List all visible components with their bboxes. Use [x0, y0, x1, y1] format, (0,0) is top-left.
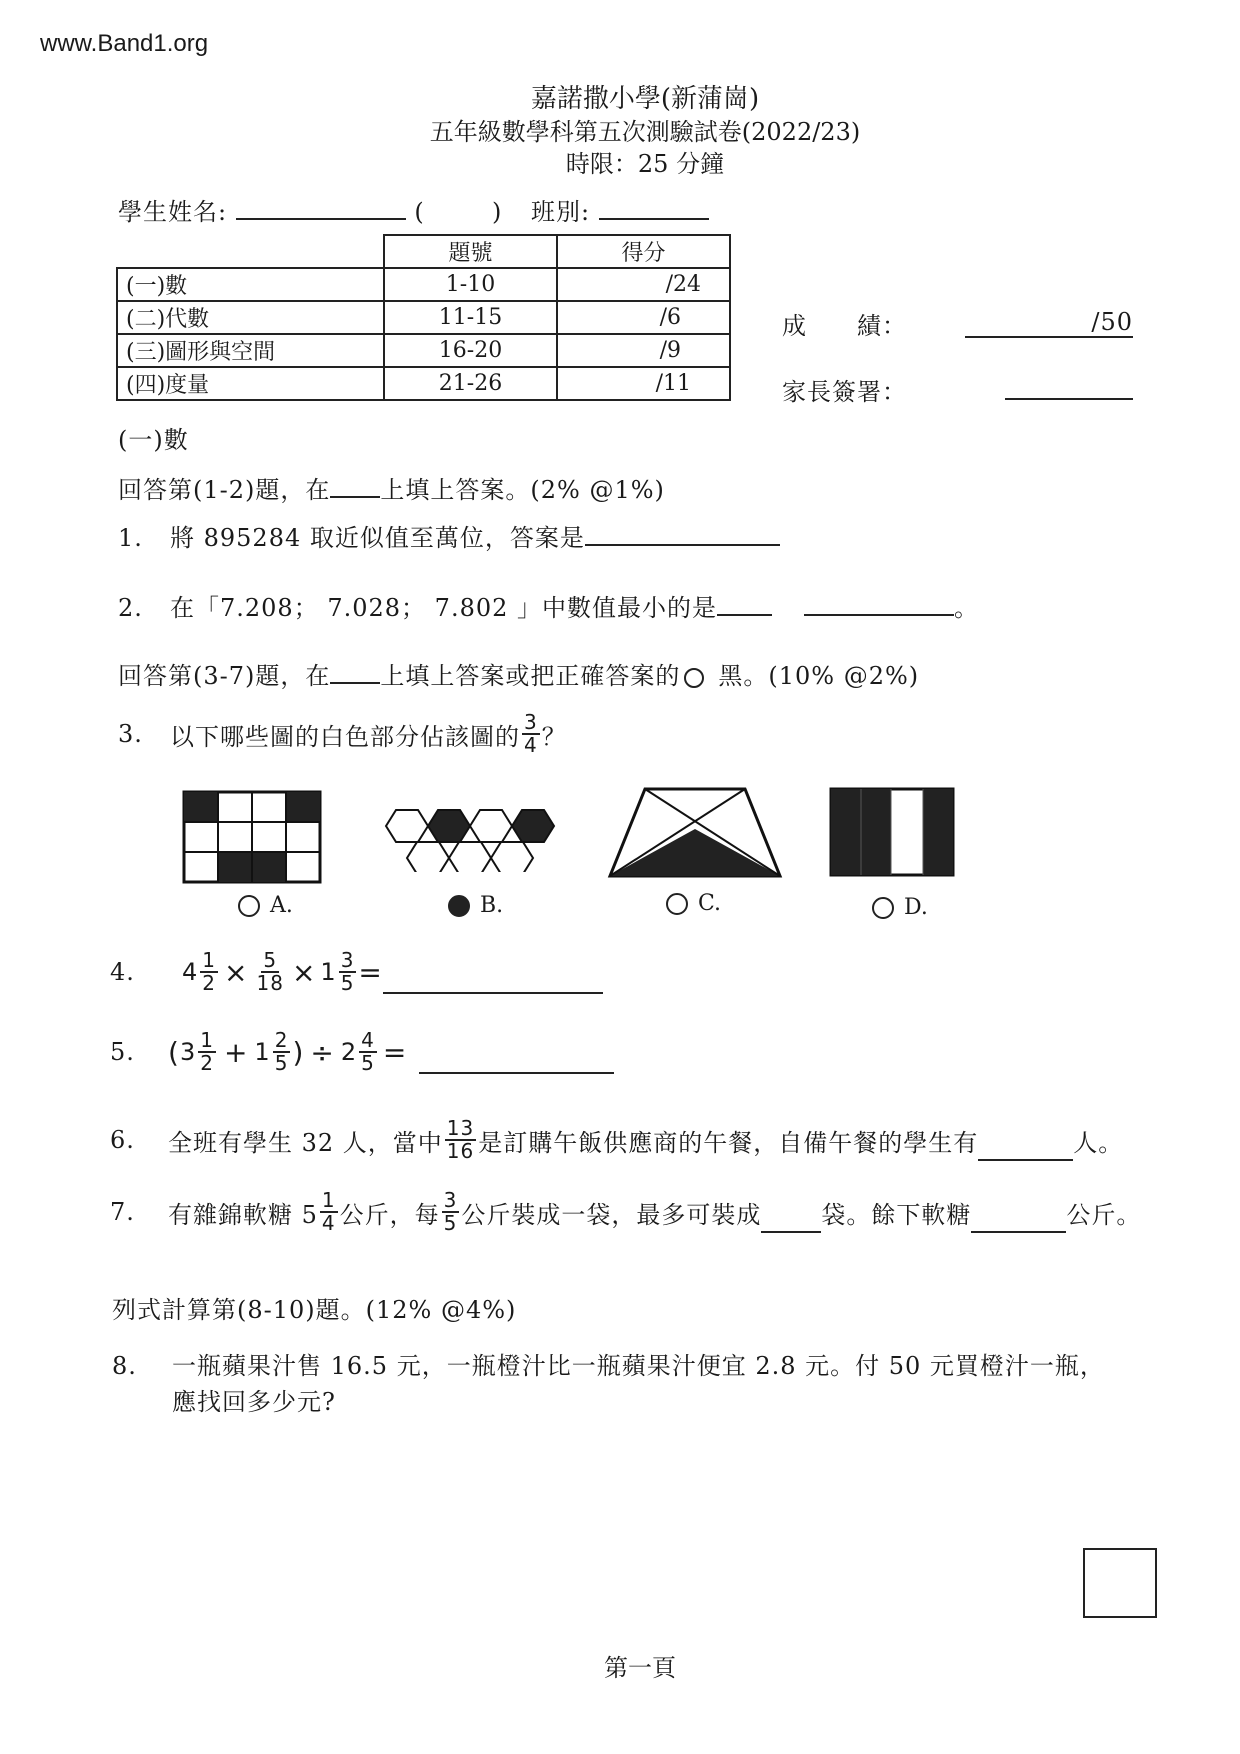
grade-total[interactable]: /50 [965, 308, 1133, 338]
question-number: 1. [118, 524, 143, 552]
parent-signature-field[interactable] [1005, 398, 1133, 400]
question-8 [112, 1346, 1105, 1381]
fraction: $\frac{4}{5}$ [361, 1028, 375, 1075]
question-4: 4. 4 $\frac{1}{2}$ × $\frac{5}{18}$ × 1 $\frac{3}{5}$ = [110, 950, 603, 994]
score-cell: /24 [557, 268, 730, 301]
question-range-cell: 16-20 [384, 334, 557, 367]
table-row [117, 367, 730, 400]
option-d[interactable]: D. [872, 895, 928, 920]
instruction-3: 列式計算第(8-10)題。(12% @4%) [112, 1296, 517, 1324]
question-text: 全班有學生 32 人，當中 [168, 1128, 443, 1157]
option-a[interactable]: A. [238, 893, 293, 918]
figure-a [180, 788, 330, 888]
table-row [117, 301, 730, 334]
answer-field-q7b[interactable] [971, 1207, 1066, 1233]
question-range-cell: 11-15 [384, 301, 557, 334]
question-number: 6. [110, 1126, 135, 1154]
figure-b [380, 800, 580, 872]
question-3 [118, 712, 567, 756]
parent-signature-label: 家長簽署： [782, 378, 907, 406]
score-table [116, 234, 731, 401]
circle-icon [684, 668, 704, 688]
question-text: 有雜錦軟糖 5 [168, 1200, 318, 1229]
question-1 [118, 518, 780, 553]
student-info-line [118, 192, 709, 227]
question-7 [110, 1190, 1141, 1234]
score-cell: /11 [557, 367, 730, 400]
instruction-text: 上填上答案。(2% @1%) [380, 476, 665, 504]
paren-close: ) [492, 198, 503, 226]
question-range-cell: 1-10 [384, 268, 557, 301]
answer-field-q5[interactable] [419, 1048, 614, 1074]
question-6 [110, 1118, 1123, 1162]
question-8-line2: 應找回多少元? [172, 1388, 336, 1416]
header-question-no: 題號 [384, 235, 557, 268]
fraction: $\frac{5}{18}$ [256, 948, 284, 995]
grade-label: 成 績： [782, 312, 907, 340]
student-name-field[interactable] [236, 194, 406, 220]
student-name-label: 學生姓名: [118, 198, 228, 226]
instruction-text: 上填上答案或把正確答案的 [380, 662, 681, 690]
answer-field-q7a[interactable] [761, 1207, 821, 1233]
class-field[interactable] [599, 194, 709, 220]
instruction-text: 回答第(1-2)題，在 [118, 476, 331, 504]
radio-filled-icon[interactable] [448, 895, 470, 917]
fraction: $\frac{13}{16}$ [446, 1116, 475, 1163]
figure-c [605, 784, 785, 884]
score-cell: /9 [557, 334, 730, 367]
blank-sample [330, 472, 380, 498]
class-label: 班別: [531, 198, 591, 226]
radio-icon[interactable] [872, 897, 894, 919]
question-number: 4. [110, 958, 135, 986]
option-c[interactable]: C. [666, 891, 721, 916]
question-text: 將 895284 取近似值至萬位，答案是 [170, 524, 585, 552]
question-number: 5. [110, 1038, 135, 1066]
fraction: $\frac{2}{5}$ [274, 1028, 289, 1075]
table-row [117, 268, 730, 301]
school-name: 嘉諾撒小學(新蒲崗) [530, 84, 760, 114]
section-title: (一)數 [118, 426, 189, 454]
option-b[interactable]: B. [448, 893, 503, 918]
section-cell: (一)數 [117, 268, 384, 301]
section-cell: (四)度量 [117, 367, 384, 400]
question-number: 7. [110, 1198, 135, 1226]
question-text: 在「7.208； 7.028； 7.802 」中數值最小的是 [170, 594, 718, 622]
radio-icon[interactable] [666, 893, 688, 915]
marks-box[interactable] [1083, 1548, 1157, 1618]
radio-icon[interactable] [238, 895, 260, 917]
question-text: 是訂購午飯供應商的午餐，自備午餐的學生有 [478, 1128, 979, 1157]
answer-field-q1[interactable] [585, 520, 780, 546]
question-text: 人。 [1073, 1128, 1124, 1157]
instruction-text: 回答第(3-7)題，在 [118, 662, 331, 690]
question-text: 袋。餘下軟糖 [821, 1200, 972, 1229]
question-2 [118, 588, 979, 623]
table-row [117, 334, 730, 367]
question-end: 。 [954, 594, 980, 622]
instruction-text: 黑。(10% @2%) [718, 662, 920, 690]
question-text: 一瓶蘋果汁售 16.5 元，一瓶橙汁比一瓶蘋果汁便宜 2.8 元。付 50 元買橙汁一瓶， [172, 1352, 1105, 1380]
answer-field-q2a[interactable] [717, 590, 772, 616]
answer-field-q4[interactable] [383, 968, 603, 994]
question-text: 公斤。 [1066, 1200, 1142, 1229]
question-range-cell: 21-26 [384, 367, 557, 400]
instruction-1 [118, 470, 665, 505]
question-end: ？ [541, 722, 567, 751]
question-text: 以下哪些圖的白色部分佔該圖的 [170, 722, 520, 751]
fraction: $\frac{3}{4}$ [524, 710, 538, 757]
exam-title: 五年級數學科第五次測驗試卷(2022/23) [429, 118, 861, 146]
question-number: 3. [118, 720, 143, 748]
question-number: 8. [112, 1352, 137, 1380]
question-text: 公斤，每 [339, 1200, 440, 1229]
figure-d [828, 786, 958, 882]
question-5: 5. ( 3 $\frac{1}{2}$ + 1 $\frac{2}{5}$ ) ÷ 2 $\frac{4}{5}$ = [110, 1030, 614, 1074]
answer-field-q6[interactable] [978, 1135, 1073, 1161]
header-score: 得分 [557, 235, 730, 268]
section-cell: (二)代數 [117, 301, 384, 334]
fraction: $\frac{1}{4}$ [321, 1188, 336, 1235]
fraction: $\frac{1}{2}$ [200, 1028, 214, 1075]
score-cell: /6 [557, 301, 730, 334]
question-number: 2. [118, 594, 143, 622]
fraction: $\frac{1}{2}$ [202, 948, 217, 995]
watermark-text: www.Band1.org [40, 30, 209, 57]
instruction-2 [118, 656, 919, 691]
fraction: $\frac{3}{5}$ [340, 948, 355, 995]
fraction: $\frac{3}{5}$ [443, 1188, 458, 1235]
paren-open: ( [414, 198, 425, 226]
page-number: 第一頁 [604, 1654, 676, 1682]
section-cell: (三)圖形與空間 [117, 334, 384, 367]
answer-field-q2b[interactable] [804, 590, 954, 616]
time-limit: 時限：25 分鐘 [565, 150, 725, 178]
blank-sample [330, 658, 380, 684]
question-text: 公斤裝成一袋，最多可裝成 [461, 1200, 762, 1229]
